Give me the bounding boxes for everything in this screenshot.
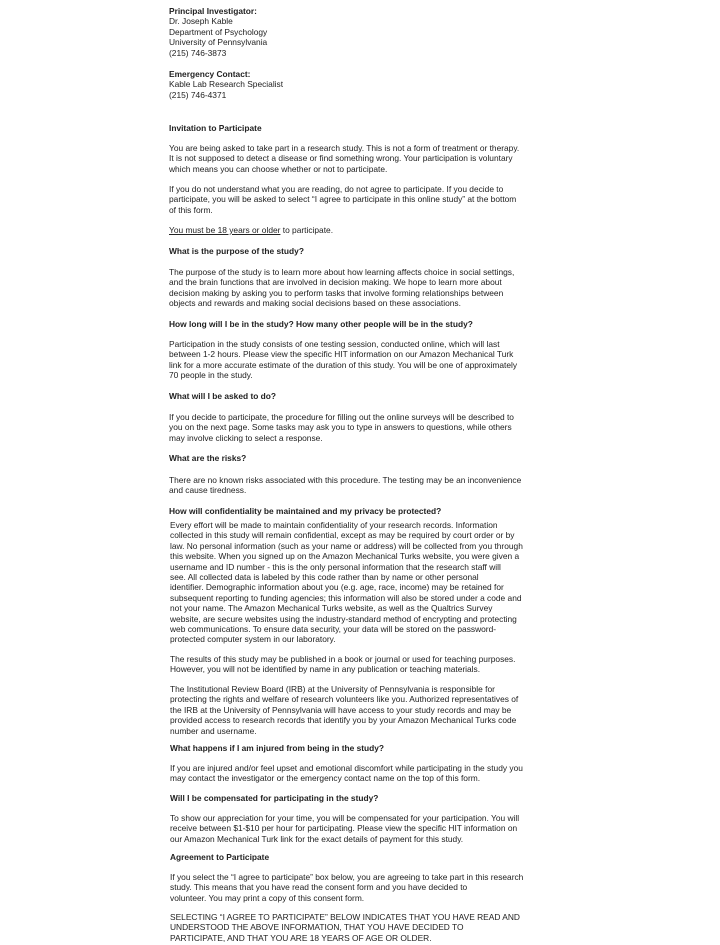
age-requirement bbox=[169, 225, 333, 235]
text-line: To show our appreciation for your time, you will be compensated for your participation. You will bbox=[170, 813, 520, 823]
text-line: subsequent reporting to funding agencies; this information will also be stored under a code and bbox=[170, 592, 522, 603]
text-line: website, are secure websites using the industry-standard method of encrypting and protecting bbox=[170, 613, 517, 624]
text-line: The Institutional Review Board (IRB) at the University of Pennsylvania is responsible for bbox=[170, 684, 495, 694]
confidentiality-paragraph-3 bbox=[170, 684, 518, 736]
text-line: not your name. The Amazon Mechanical Turks website, as well as the Qualtrics Survey bbox=[170, 603, 493, 614]
text-line: number and username. bbox=[170, 725, 257, 736]
text-line: If you decide to participate, the procedure for filling out the online surveys will be described to bbox=[169, 412, 514, 422]
age-underlined-text: You must be 18 years or older bbox=[169, 225, 281, 235]
asked-heading: What will I be asked to do? bbox=[169, 391, 277, 401]
text-line: username and ID number - this is the only personal information that the research staff will bbox=[170, 561, 501, 572]
duration-paragraph bbox=[169, 339, 517, 381]
agreement-paragraph-1 bbox=[170, 872, 523, 903]
confidentiality-paragraph-1 bbox=[170, 520, 523, 645]
text-line: which means you can choose whether or not to participate. bbox=[169, 163, 388, 174]
pi-line: University of Pennsylvania bbox=[169, 37, 268, 48]
text-line: collected in this study will remain confidential, except as may be required by court order or by bbox=[170, 530, 515, 541]
injured-heading: What happens if I am injured from being in the study? bbox=[170, 743, 385, 753]
text-line: of this form. bbox=[169, 204, 213, 215]
text-line: 70 people in the study. bbox=[169, 370, 253, 381]
age-rest-text: to participate. bbox=[280, 225, 334, 235]
invitation-paragraph-1 bbox=[169, 143, 519, 174]
text-line: and cause tiredness. bbox=[169, 485, 247, 496]
purpose-heading: What is the purpose of the study? bbox=[169, 246, 304, 256]
text-line: Participation in the study consists of one testing session, conducted online, which will last bbox=[169, 339, 500, 349]
emergency-line: Kable Lab Research Specialist bbox=[169, 79, 284, 90]
text-line: the IRB at the University of Pennsylvania will have access to your study records and may be bbox=[170, 704, 512, 715]
text-line: objects and rewards and making social decisions based on these associations. bbox=[169, 298, 461, 309]
text-line: If you are injured and/or feel upset and emotional discomfort while participating in the study you bbox=[170, 763, 523, 773]
text-line: receive between $1-$10 per hour for participating. Please view the specific HIT information on bbox=[170, 823, 518, 834]
text-line: protecting the rights and welfare of research volunteers like you. Authorized representatives of bbox=[170, 694, 519, 705]
text-line: UNDERSTOOD THE ABOVE INFORMATION, THAT YOU HAVE DECIDED TO bbox=[170, 922, 464, 933]
text-line: However, you will not be identified by name in any publication or teaching materials. bbox=[170, 664, 481, 675]
text-line: decision making by asking you to perform tasks that involve forming relationships between bbox=[169, 287, 504, 298]
text-line: web communications. To ensure data security, your data will be stored on the password- bbox=[170, 624, 497, 635]
text-line: You are being asked to take part in a research study. This is not a form of treatment or therapy. bbox=[169, 143, 520, 153]
confidentiality-heading: How will confidentiality be maintained and my privacy be protected? bbox=[169, 506, 442, 516]
text-line: our Amazon Mechanical Turk link for the exact details of payment for this study. bbox=[170, 833, 464, 844]
text-line: identifier. Demographic information about you (e.g. age, race, income) may be retained for bbox=[170, 582, 504, 593]
pi-line: (215) 746-3873 bbox=[169, 47, 227, 58]
invitation-heading: Invitation to Participate bbox=[169, 123, 262, 133]
text-line: The purpose of the study is to learn more about how learning affects choice in social settings, bbox=[169, 267, 515, 277]
risks-heading: What are the risks? bbox=[169, 453, 247, 463]
text-line: If you do not understand what you are reading, do not agree to participate. If you decide to bbox=[169, 184, 504, 194]
text-line: and the brain functions that are involved in decision making. We hope to learn more about bbox=[169, 277, 502, 288]
text-line: If you select the “I agree to participate” box below, you are agreeing to take part in this research bbox=[170, 872, 524, 882]
text-line: SELECTING “I AGREE TO PARTICIPATE” BELOW INDICATES THAT YOU HAVE READ AND bbox=[170, 912, 520, 922]
duration-heading: How long will I be in the study? How many other people will be in the study? bbox=[169, 319, 473, 329]
emergency-block bbox=[169, 69, 283, 100]
text-line: It is not supposed to detect a disease or find something wrong. Your participation is voluntary bbox=[169, 153, 513, 164]
purpose-paragraph bbox=[169, 267, 514, 309]
invitation-paragraph-2 bbox=[169, 184, 516, 215]
emergency-line: (215) 746-4371 bbox=[169, 89, 227, 100]
text-line: Every effort will be made to maintain confidentiality of your research records. Information bbox=[170, 520, 498, 530]
text-line: provided access to research records that identify you by your Amazon Mechanical Turks code bbox=[170, 715, 517, 726]
pi-heading: Principal Investigator: bbox=[169, 6, 257, 16]
pi-line: Dr. Joseph Kable bbox=[169, 16, 233, 27]
text-line: PARTICIPATE, AND THAT YOU ARE 18 YEARS OF AGE OR OLDER. bbox=[170, 932, 432, 943]
asked-paragraph bbox=[169, 412, 514, 443]
agreement-heading: Agreement to Participate bbox=[170, 852, 270, 862]
confidentiality-paragraph-2 bbox=[170, 654, 515, 675]
text-line: this website. When you signed up on the Amazon Mechanical Turks website, you were given a bbox=[170, 551, 520, 562]
text-line: participate, you will be asked to select “I agree to participate in this online study” at the bottom bbox=[169, 194, 517, 205]
text-line: see. All collected data is labeled by this code rather than by name or other personal bbox=[170, 572, 479, 583]
text-line: may involve clicking to select a response. bbox=[169, 432, 323, 443]
text-line: between 1-2 hours. Please view the specific HIT information on our Amazon Mechanical Turk bbox=[169, 349, 514, 360]
text-line: There are no known risks associated with this procedure. The testing may be an inconvenience bbox=[169, 475, 522, 485]
compensation-heading: Will I be compensated for participating in the study? bbox=[170, 793, 379, 803]
text-line: study. This means that you have read the consent form and you have decided to bbox=[170, 882, 468, 893]
pi-block bbox=[169, 6, 267, 58]
text-line: may contact the investigator or the emergency contact name on the top of this form. bbox=[170, 773, 481, 784]
agreement-paragraph-2 bbox=[170, 912, 520, 943]
text-line: The results of this study may be published in a book or journal or used for teaching purposes. bbox=[170, 654, 516, 664]
risks-paragraph bbox=[169, 475, 521, 496]
text-line: law. No personal information (such as your name or address) will be collected from you through bbox=[170, 540, 523, 551]
text-line: link for a more accurate estimate of the duration of this study. You will be one of approximately bbox=[169, 359, 518, 370]
emergency-heading: Emergency Contact: bbox=[169, 69, 251, 79]
compensation-paragraph bbox=[170, 813, 519, 844]
text-line: volunteer. You may print a copy of this consent form. bbox=[170, 892, 365, 903]
text-line: you on the next page. Some tasks may ask you to type in answers to questions, while others bbox=[169, 422, 512, 433]
text-line: protected computer system in our laboratory. bbox=[170, 634, 336, 645]
injured-paragraph bbox=[170, 763, 523, 784]
pi-line: Department of Psychology bbox=[169, 26, 268, 37]
